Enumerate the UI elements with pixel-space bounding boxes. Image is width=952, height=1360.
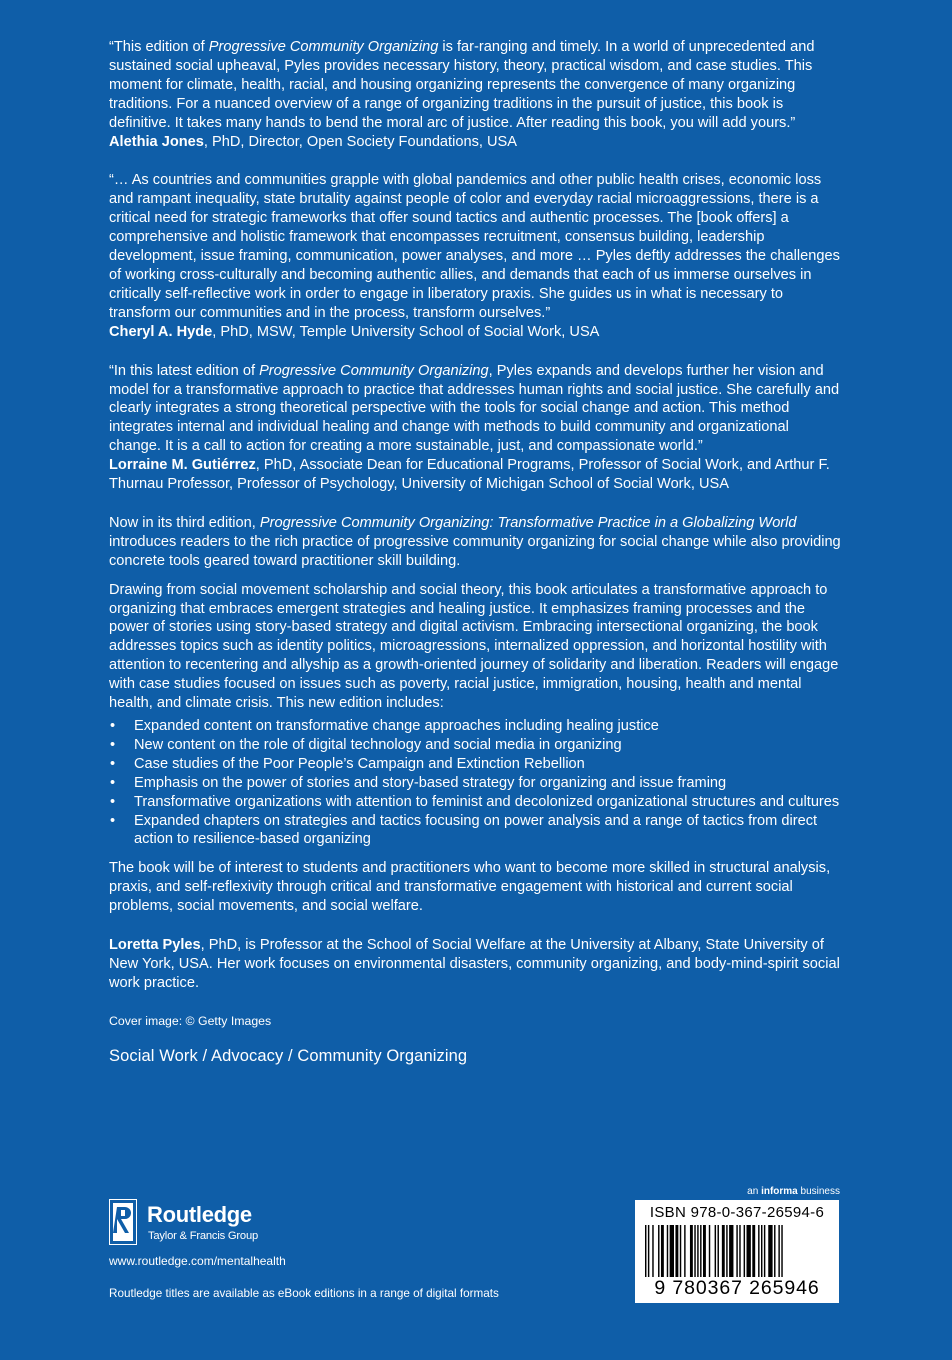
barcode-bar xyxy=(670,1225,674,1277)
endorsement-attribution-3: Lorraine M. Gutiérrez, PhD, Associate Dean for Educational Programs, Professor of Social Work, and Arthur F. Thurnau Professor, Professor of Psychology, University of Michigan School of Social Work, USA xyxy=(109,457,830,493)
barcode-bar xyxy=(744,1225,745,1277)
cover-image-credit: Cover image: © Getty Images xyxy=(109,1013,272,1028)
list-item: • Expanded content on transformative change approaches including healing justice xyxy=(109,717,843,736)
audience-statement: The book will be of interest to students and practitioners who want to become more skilled in structural analysis, praxis, and self-reflexivity through critical and transformative engagement with historical and current social problems, social movements, and social welfare. xyxy=(109,860,831,915)
list-item: • Transformative organizations with attention to feminist and decolonized organizational structures and cultures xyxy=(109,793,843,812)
author-bio: Loretta Pyles, PhD, is Professor at the School of Social Welfare at the University at Albany, State University of New York, USA. Her work focuses on environmental disasters, community organizing, and body-mind-spirit social work practice. xyxy=(109,937,840,991)
isbn-number: ISBN 978-0-367-26594-6 xyxy=(649,1204,825,1221)
endorsement-quote-3: “In this latest edition of Progressive Community Organizing, Pyles expands and develops further her vision and model for a transformative approach to practice that addresses human rights and social justice. She carefully and clearly integrates a strong theoretical perspective with the tools for social change and action. This method integrates internal and individual healing and change with methods to build community and organizational change. It is a call to action for creating a more sustainable, just, and compassionate world.” xyxy=(109,362,840,455)
barcode-bar xyxy=(690,1225,693,1277)
back-cover-text xyxy=(109,38,843,1066)
barcode-bar xyxy=(648,1225,649,1277)
list-item: • Expanded chapters on strategies and tactics focusing on power analysis and a range of tactics from direct action to resilience-based organizing xyxy=(109,812,843,850)
barcode-bar xyxy=(694,1225,695,1277)
barcode-bar xyxy=(700,1225,701,1277)
barcode-bar xyxy=(680,1225,681,1277)
barcode-bar xyxy=(709,1225,710,1277)
book-description: Drawing from social movement scholarship and social theory, this book articulates a transformative approach to organizing that embraces emergent strategies and healing justice. It emphasizes framing processes and the power of stories using story-based strategy and digital activism. Embracing intersectional organizing, the book addresses topics such as identity politics, microagressions, internalized oppression, and horizontal hostility with attention to recentering and allyship as a growth-oriented journey of solidarity and liberation. Readers will engage with case studies focused on issues such as poverty, racial justice, immigration, housing, health and mental health, and climate crisis. This new edition includes: xyxy=(109,581,839,712)
barcode-bar xyxy=(652,1225,653,1277)
features-list xyxy=(109,717,843,849)
barcode-bar xyxy=(715,1225,716,1277)
barcode-bar xyxy=(768,1225,772,1277)
endorsement-quote-1: “This edition of Progressive Community Organizing is far-ranging and timely. In a world of unprecedented and sustained social upheaval, Pyles provides necessary history, theory, practical wisdom, and case studies. This moment for climate, health, racial, and housing organizing represents the convergence of many organizing traditions. For a nuanced overview of a range of organizing traditions in the pursuit of justice, this book is definitive. It takes many hands to bend the moral arc of justice. After reading this book, you will add yours.” xyxy=(109,39,815,131)
book-intro: Now in its third edition, Progressive Community Organizing: Transformative Practice in a Globalizing World introduces readers to the rich practice of progressive community organizing for social change while also providing concrete tools geared toward practitioner skill building. xyxy=(109,514,841,569)
barcode-bar xyxy=(764,1225,765,1277)
barcode-bar xyxy=(739,1225,740,1277)
barcode-bar xyxy=(726,1225,727,1277)
barcode-bar xyxy=(736,1225,737,1277)
barcode-bar xyxy=(661,1225,664,1277)
barcode-digits: 9 780367 265946 xyxy=(654,1277,820,1299)
list-item: • Emphasis on the power of stories and story-based strategy for organizing and issue framing xyxy=(109,774,843,793)
isbn-barcode xyxy=(635,1200,839,1303)
barcode-bar xyxy=(697,1225,698,1277)
routledge-r-logo-icon xyxy=(109,1199,137,1245)
barcode-bar xyxy=(761,1225,762,1277)
subject-categories: Social Work / Advocacy / Community Organizing xyxy=(109,1046,468,1065)
barcode-bar xyxy=(722,1225,725,1277)
barcode-bar xyxy=(752,1225,755,1277)
barcode-bar xyxy=(703,1225,706,1277)
ebook-note: Routledge titles are available as eBook editions in a range of digital formats xyxy=(109,1287,499,1300)
list-item: • Case studies of the Poor People’s Campaign and Extinction Rebellion xyxy=(109,755,843,774)
endorsement-quote-2: “… As countries and communities grapple with global pandemics and other public health crises, economic loss and rampant inequality, state brutality against people of color and everyday racial microaggressions, there is a critical need for strategic frameworks that offer sound tactics and authentic processes. The [book offers] a comprehensive and holistic framework that encompasses recruitment, consensus building, leadership development, issue framing, communication, power analyses, and more … Pyles deftly addresses the challenges of working cross-culturally and becoming authentic allies, and demands that each of us immerse ourselves in critically self-reflective work in order to engage in liberatory praxis. She guides us in what is necessary to transform our communities and in the process, transform ourselves.” xyxy=(109,172,840,321)
barcode-bars xyxy=(643,1225,831,1277)
list-item: • New content on the role of digital technology and social media in organizing xyxy=(109,736,843,755)
routledge-logo xyxy=(109,1199,299,1249)
barcode-bar xyxy=(781,1225,782,1277)
barcode-bar xyxy=(774,1225,775,1277)
barcode-bar xyxy=(718,1225,719,1277)
publisher-url: www.routledge.com/mentalhealth xyxy=(109,1254,286,1268)
barcode-bar xyxy=(747,1225,751,1277)
endorsement-attribution-2: Cheryl A. Hyde, PhD, MSW, Temple University School of Social Work, USA xyxy=(109,323,600,340)
endorsement-attribution-1: Alethia Jones, PhD, Director, Open Society Foundations, USA xyxy=(109,133,517,150)
barcode-bar xyxy=(675,1225,678,1277)
barcode-bar xyxy=(778,1225,779,1277)
barcode-bar xyxy=(684,1225,685,1277)
barcode-bar xyxy=(667,1225,668,1277)
barcode-bar xyxy=(658,1225,659,1277)
barcode-bar xyxy=(645,1225,646,1277)
barcode-bar xyxy=(758,1225,759,1277)
barcode-bar xyxy=(729,1225,733,1277)
publisher-group: Taylor & Francis Group xyxy=(148,1230,258,1242)
publisher-name: Routledge xyxy=(147,1202,252,1227)
informa-business-label: an informa business xyxy=(747,1186,840,1197)
